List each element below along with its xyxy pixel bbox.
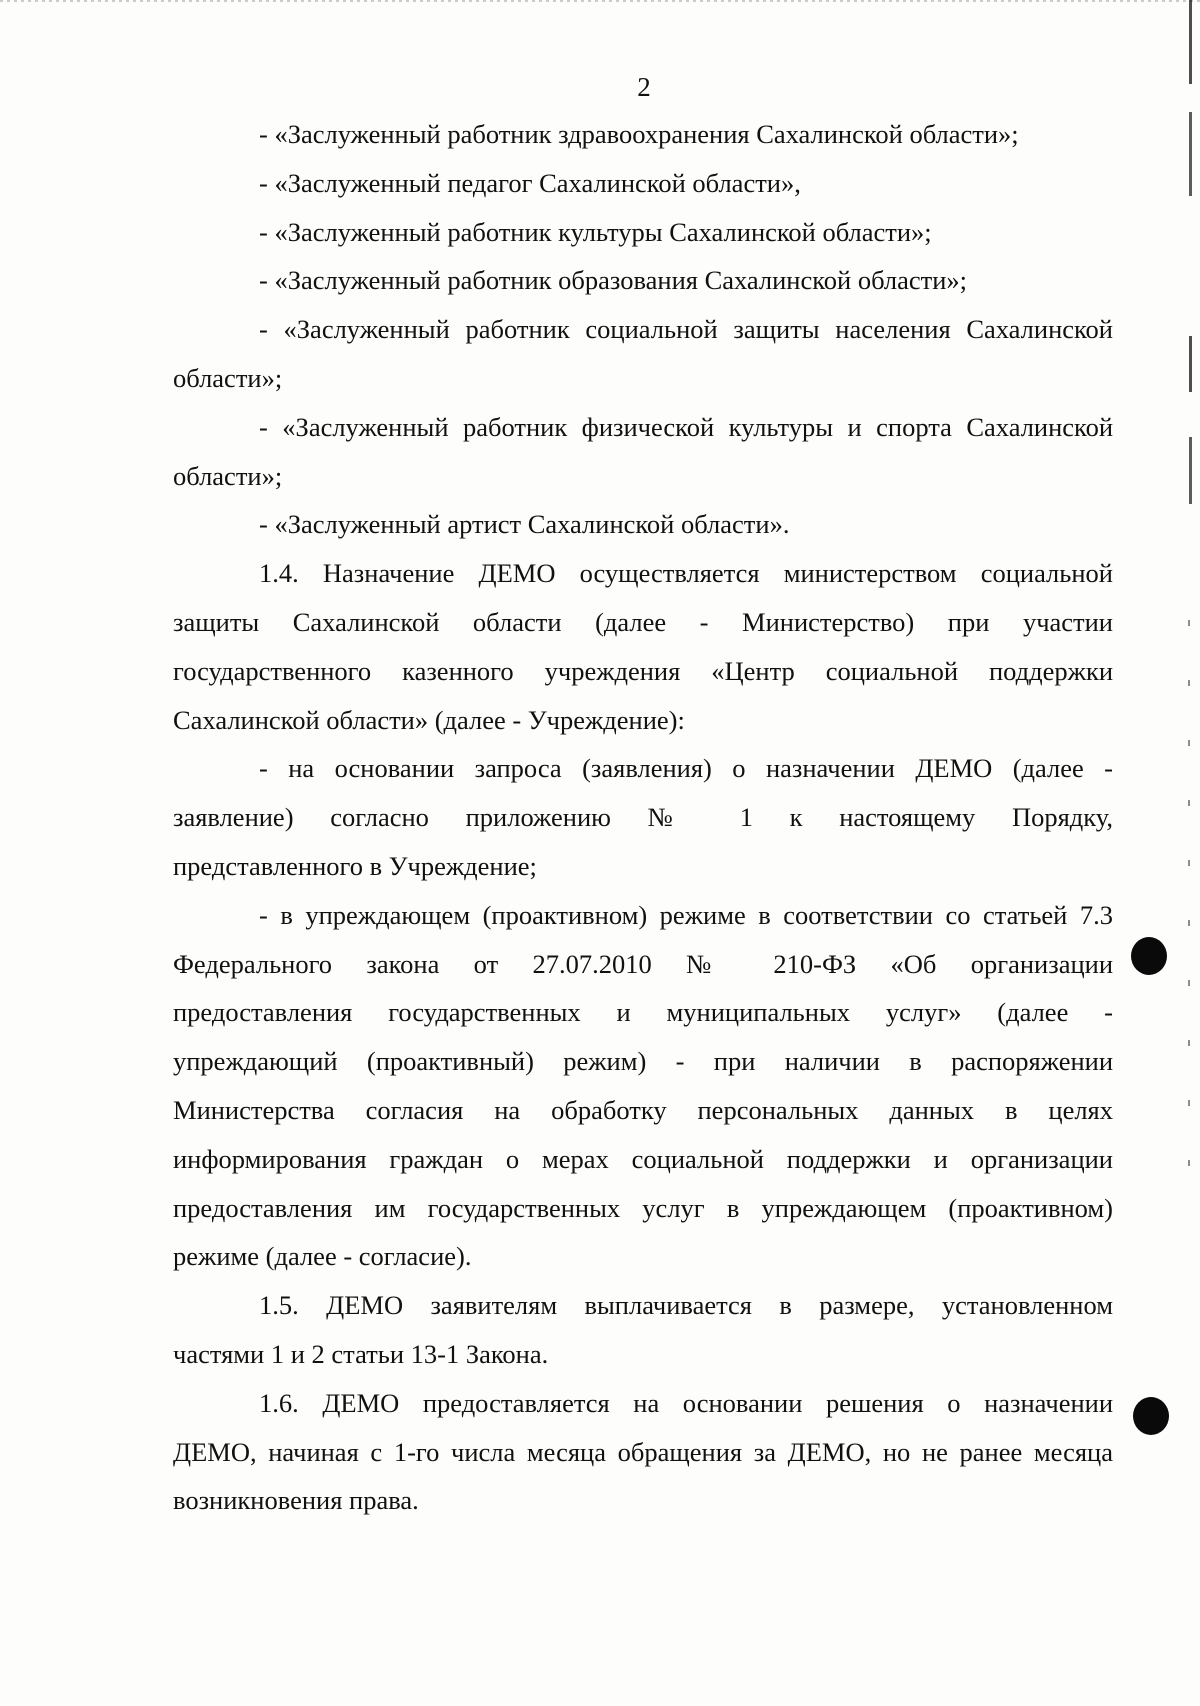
text-line: представленного в Учреждение;	[173, 850, 537, 881]
text-line: области»;	[173, 362, 283, 393]
text-line: защиты Сахалинской области (далее - Министерство) при участии	[173, 606, 1113, 637]
text-line: Министерства согласия на обработку персональных данных в целях	[173, 1094, 1113, 1125]
text-line: - «Заслуженный артист Сахалинской области».	[259, 509, 790, 540]
text-line: заявление) согласно приложению № 1 к настоящему Порядку,	[173, 802, 1113, 833]
text-line: - «Заслуженный работник образования Сахалинской области»;	[259, 265, 968, 296]
text-line: ДЕМО, начиная с 1-го числа месяца обращения за ДЕМО, но не ранее месяца	[173, 1436, 1113, 1467]
punch-hole-mark	[1131, 937, 1167, 975]
text-line: 1.4. Назначение ДЕМО осуществляется министерством социальной	[259, 558, 1113, 589]
text-line: 1.6. ДЕМО предоставляется на основании решения о назначении	[259, 1387, 1113, 1418]
scan-right-edge-marks	[1188, 620, 1190, 1220]
text-line: Федерального закона от 27.07.2010 № 210-ФЗ «Об организации	[173, 948, 1113, 979]
text-line: упреждающий (проактивный) режим) - при наличии в распоряжении	[173, 1046, 1113, 1077]
page-number: 2	[637, 72, 651, 102]
text-line: информирования граждан о мерах социальной поддержки и организации	[173, 1143, 1113, 1174]
scan-right-edge	[1189, 0, 1192, 560]
text-line: - «Заслуженный работник здравоохранения Сахалинской области»;	[259, 119, 1019, 149]
text-line: - «Заслуженный работник культуры Сахалинской области»;	[259, 216, 932, 247]
text-line: частями 1 и 2 статьи 13-1 Закона.	[173, 1338, 549, 1369]
scan-top-edge	[0, 0, 1200, 2]
text-line: предоставления государственных и муниципальных услуг» (далее -	[173, 997, 1113, 1028]
document-body	[173, 110, 1113, 1525]
text-line: возникновения права.	[173, 1485, 419, 1516]
text-line: Сахалинской области» (далее - Учреждение):	[173, 704, 685, 735]
text-line: режиме (далее - согласие).	[173, 1241, 472, 1272]
text-line: - «Заслуженный работник физической культуры и спорта Сахалинской	[259, 411, 1113, 442]
text-line: - в упреждающем (проактивном) режиме в соответствии со статьей 7.3	[259, 899, 1113, 930]
text-line: 1.5. ДЕМО заявителям выплачивается в размере, установленном	[259, 1290, 1113, 1321]
punch-hole-mark	[1133, 1397, 1169, 1435]
text-line: - «Заслуженный педагог Сахалинской области»,	[259, 167, 801, 198]
text-line: - на основании запроса (заявления) о назначении ДЕМО (далее -	[259, 753, 1113, 784]
text-line: области»;	[173, 460, 283, 491]
text-line: государственного казенного учреждения «Центр социальной поддержки	[173, 655, 1113, 686]
text-line: - «Заслуженный работник социальной защиты населения Сахалинской	[259, 314, 1113, 345]
text-line: предоставления им государственных услуг в упреждающем (проактивном)	[173, 1192, 1113, 1223]
